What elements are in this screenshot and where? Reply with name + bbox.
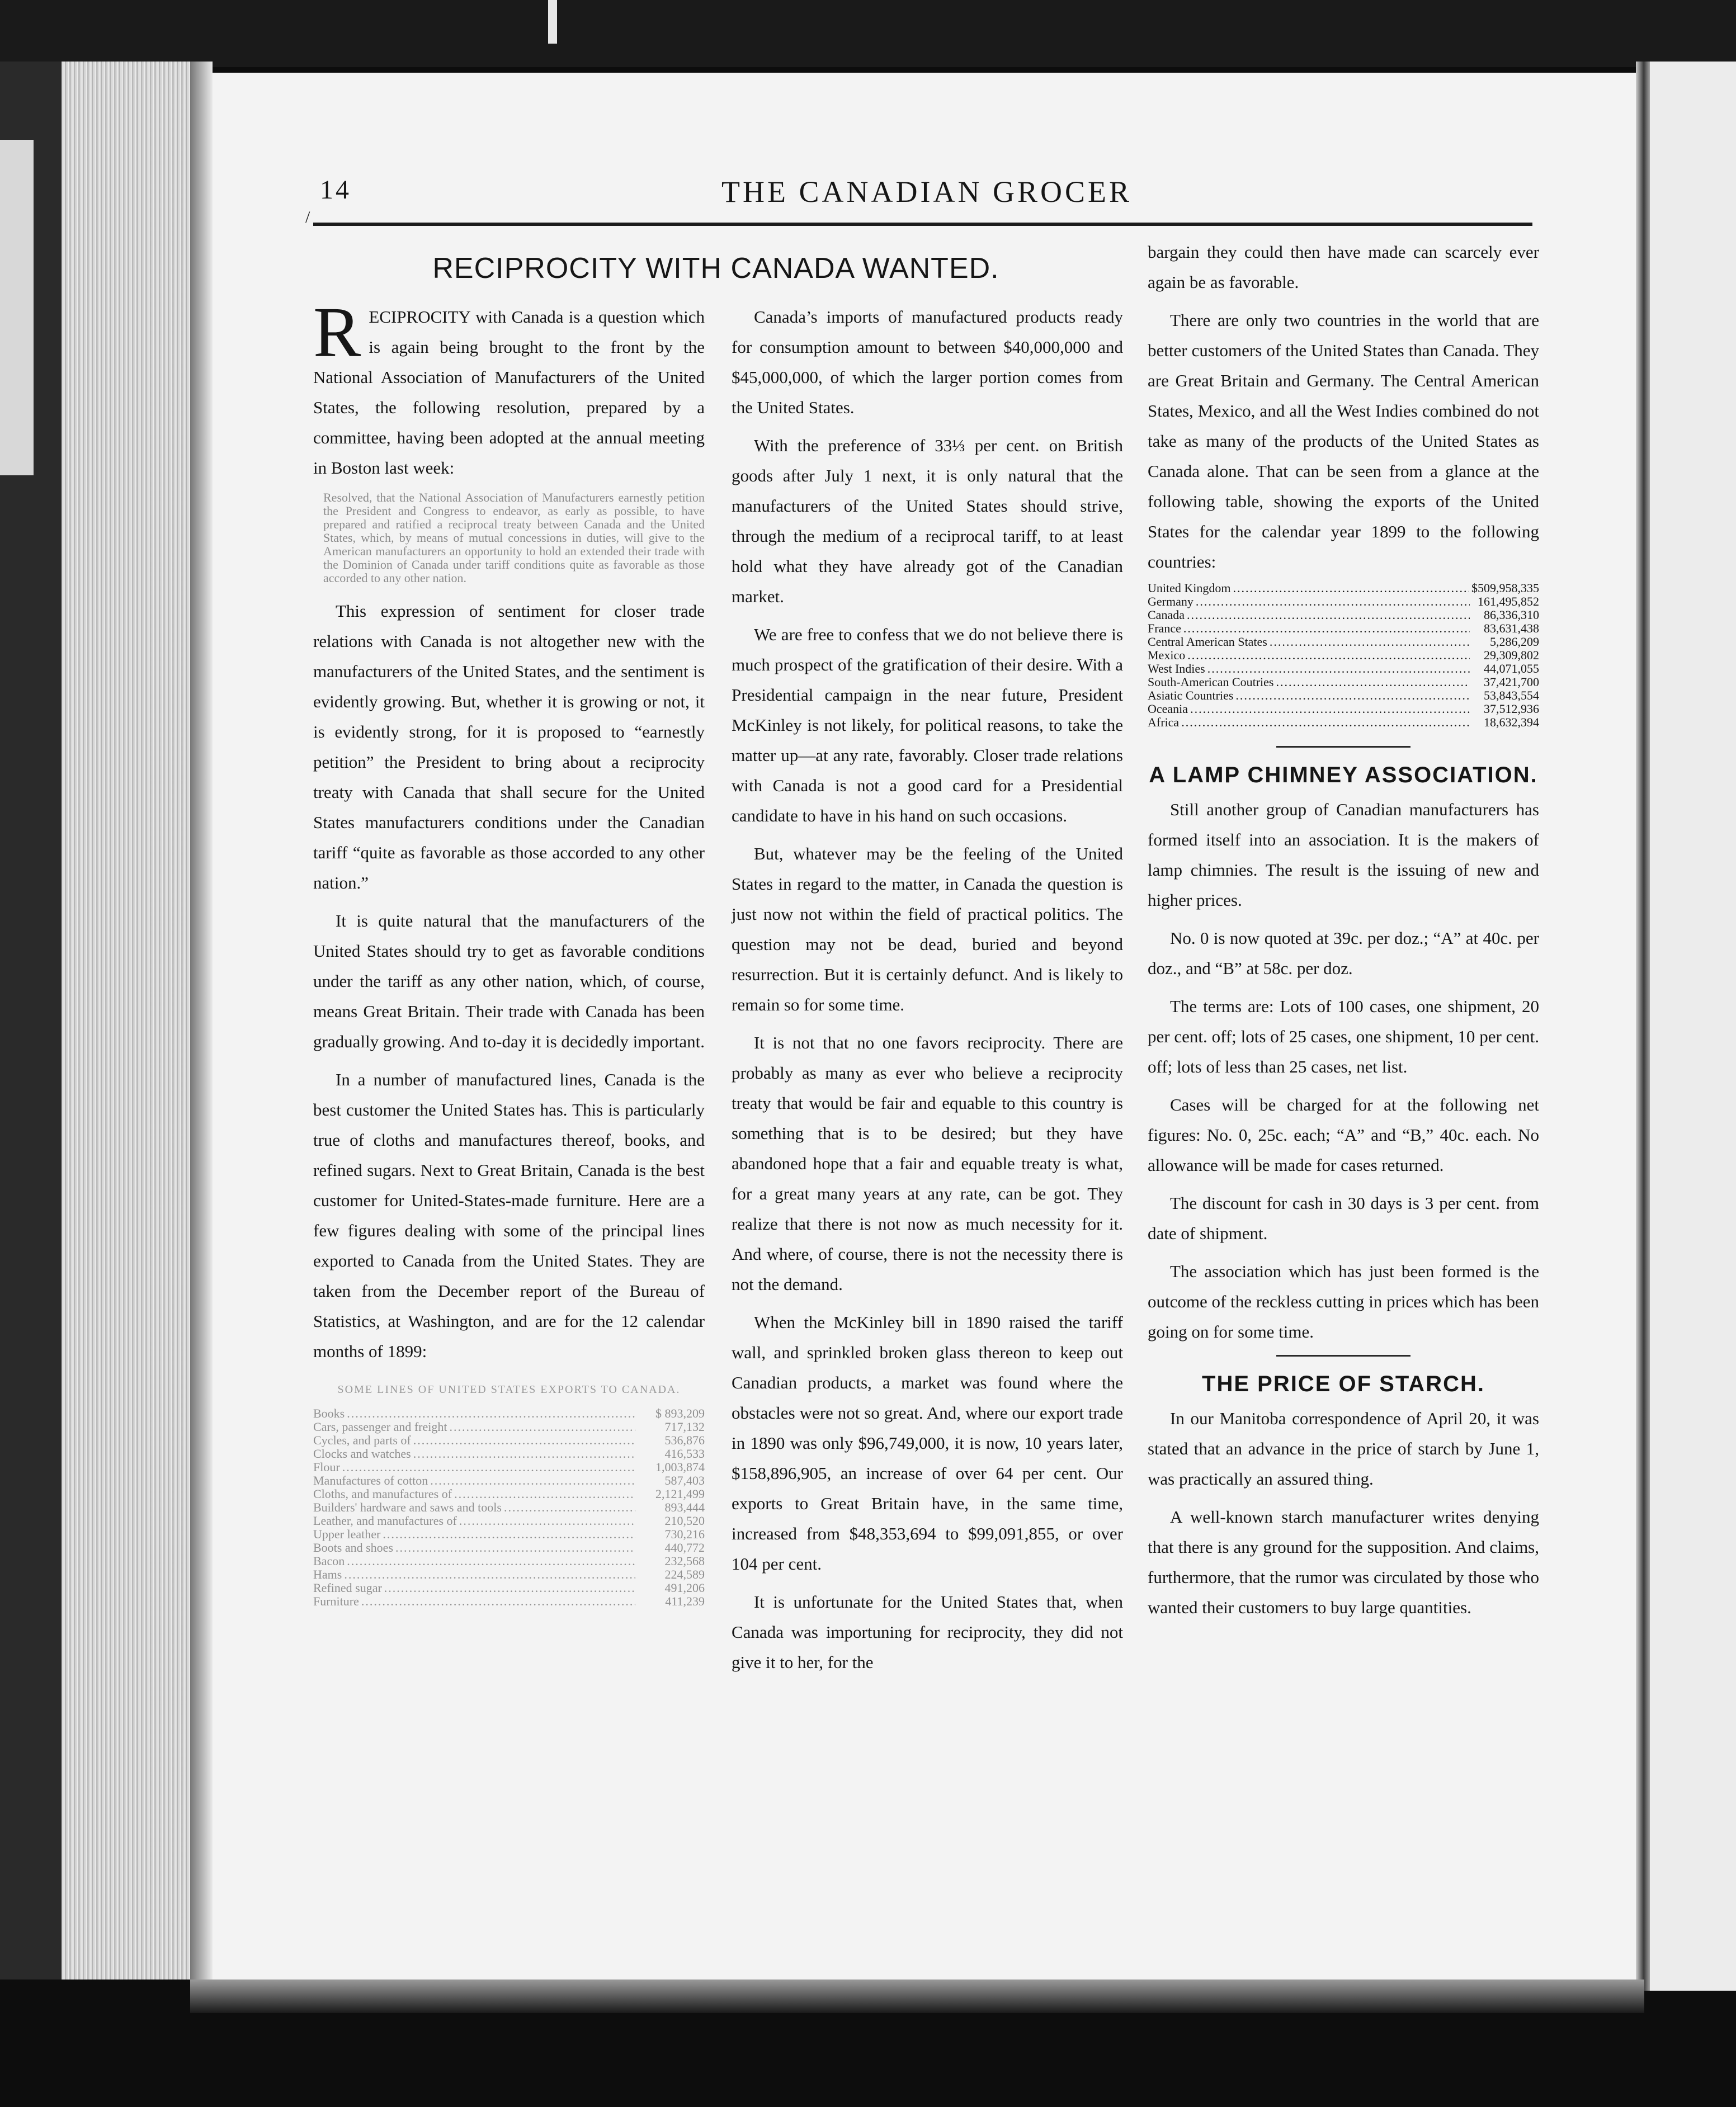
leader-dots	[454, 1487, 635, 1501]
table-value: 37,421,700	[1484, 675, 1539, 689]
table-row	[313, 1461, 705, 1474]
table-value: 83,631,438	[1484, 621, 1539, 635]
table-value: 893,444	[664, 1500, 705, 1514]
leader-dots	[383, 1528, 635, 1541]
table-row	[313, 1581, 705, 1595]
table-row	[313, 1407, 705, 1420]
paragraph: The terms are: Lots of 100 cases, one shipment, 20 per cent. off; lots of 25 cases, one shipment, 10 per cent. off; lots of less than 25 cases, net list.	[1148, 996, 1539, 1076]
table-value: 161,495,852	[1478, 594, 1539, 608]
table-label: Furniture	[313, 1594, 359, 1608]
page-number: 14	[320, 175, 351, 205]
paragraph: No. 0 is now quoted at 39c. per doz.; “A” at 40c. per doz., and “B” at 58c. per doz.	[1148, 928, 1539, 978]
section-rule	[1276, 1355, 1410, 1357]
table-row	[313, 1420, 705, 1434]
margin-mark: /	[305, 208, 310, 226]
table-row	[313, 1434, 705, 1447]
book-edge-tab	[0, 140, 34, 475]
table-value: $509,958,335	[1471, 581, 1539, 595]
table-label: Oceania	[1148, 702, 1188, 716]
leader-dots	[1276, 675, 1470, 689]
table-label: United Kingdom	[1148, 581, 1231, 595]
table-label: Mexico	[1148, 648, 1186, 662]
leader-dots	[1207, 662, 1470, 675]
leader-dots	[1196, 595, 1470, 608]
table-row	[313, 1541, 705, 1555]
leader-dots	[1270, 635, 1470, 649]
table-value: 1,003,874	[655, 1460, 705, 1474]
masthead: THE CANADIAN GROCER	[721, 175, 1132, 209]
headline-starch: THE PRICE OF STARCH.	[1202, 1372, 1485, 1396]
headline-reciprocity: RECIPROCITY WITH CANADA WANTED.	[432, 252, 999, 285]
exports-table	[313, 1407, 705, 1608]
table-row	[313, 1528, 705, 1541]
paragraph: The association which has just been formed is the outcome of the reckless cutting in prices which has been going on for some time.	[1148, 1262, 1539, 1341]
table-value: 210,520	[664, 1514, 705, 1528]
table-value: 18,632,394	[1484, 715, 1539, 729]
table-value: 86,336,310	[1484, 608, 1539, 622]
leader-dots	[395, 1541, 635, 1555]
table-label: Builders' hardware and saws and tools	[313, 1500, 502, 1514]
table-value: 717,132	[664, 1420, 705, 1434]
table-row	[313, 1474, 705, 1487]
table-label: Asiatic Countries	[1148, 688, 1234, 702]
table-row	[1148, 649, 1539, 662]
paragraph: This expression of sentiment for closer trade relations with Canada is not altogether new with the manufacturers of the United States, and the sentiment is evidently growing. But, whether it is growing or not, it is evidently strong, for it is proposed to “earnestly petition” the President to bring about a reciprocity treaty with Canada that shall secure for the United States manufacturers conditions under the Canadian tariff “quite as favorable as those accorded to any other nation.”	[313, 601, 705, 892]
table-value: 536,876	[664, 1433, 705, 1447]
table-label: France	[1148, 621, 1181, 635]
page-bottom-shadow	[190, 1980, 1644, 2013]
table-value: 730,216	[664, 1527, 705, 1541]
resolution-quote: Resolved, that the National Association of Manufacturers earnestly petition the President and Congress to endeavor, as early as possible, to have prepared and ratified a reciprocal treaty between Canada and the United States, which, by means of mutual concessions in duties, will give to the American manufacturers an opportunity to hold an extended their trade with the Dominion of Canada under tariff conditions quite as favorable as those accorded to any other nation.	[323, 490, 705, 585]
table-row	[313, 1595, 705, 1608]
leader-dots	[384, 1581, 635, 1595]
table-row	[313, 1555, 705, 1568]
drop-cap: R	[313, 292, 361, 372]
table-label: Cloths, and manufactures of	[313, 1487, 452, 1501]
table-row	[313, 1487, 705, 1501]
table-label: Africa	[1148, 715, 1180, 729]
table-label: Central American States	[1148, 635, 1267, 649]
table-row	[1148, 635, 1539, 649]
table-label: West Indies	[1148, 662, 1205, 675]
leader-dots	[413, 1447, 635, 1461]
table-row	[313, 1501, 705, 1514]
countries-table	[1148, 582, 1539, 729]
paragraph: But, whatever may be the feeling of the United States in regard to the matter, in Canada the question is just now not within the field of practical politics. The question may not be dead, buried and beyond resurrection. But it is certainly defunct. And is likely to remain so for some time.	[732, 844, 1123, 1014]
table-value: 53,843,554	[1484, 688, 1539, 702]
table-value: 5,286,209	[1490, 635, 1539, 649]
column-3	[1148, 237, 1539, 1631]
paragraph: It is unfortunate for the United States that, when Canada was importuning for reciprocity, they did not give it to her, for the	[732, 1592, 1123, 1672]
leader-dots	[1181, 716, 1470, 729]
table-label: South-American Coutries	[1148, 675, 1274, 689]
header-rule	[313, 223, 1532, 226]
table-value: 416,533	[664, 1447, 705, 1461]
leader-dots	[430, 1474, 635, 1487]
paragraph: It is quite natural that the manufacturers of the United States should try to get as favorable conditions under the tariff as any other nation, which, of course, means Great Britain. Their trade with Canada has been gradually growing. And to-day it is decidedly important.	[313, 911, 705, 1051]
table-row	[1148, 689, 1539, 702]
table-label: Flour	[313, 1460, 340, 1474]
leader-dots	[1233, 582, 1470, 595]
table-row	[1148, 622, 1539, 635]
table-value: 411,239	[665, 1594, 705, 1608]
headline-lamp-chimney: A LAMP CHIMNEY ASSOCIATION.	[1149, 763, 1538, 787]
table-value: 37,512,936	[1484, 702, 1539, 716]
leader-dots	[344, 1568, 635, 1581]
table-label: Canada	[1148, 608, 1185, 622]
table-label: Clocks and watches	[313, 1447, 411, 1461]
paragraph: It is not that no one favors reciprocity. There are probably as many as ever who believe a reciprocity treaty that would be fair and equable to this country is something that is to be desired; but they have abandoned hope that a fair and equable treaty is what, for a great many years at any rate, can be got. They realize that there is not now as much necessity for it. And where, of course, there is not the necessity there is not the demand.	[732, 1033, 1123, 1294]
column-2	[732, 302, 1123, 1685]
paragraph: A well-known starch manufacturer writes denying that there is any ground for the supposition. And claims, furthermore, that the rumor was circulated by those who wanted their customers to buy large quantities.	[1148, 1507, 1539, 1617]
paragraph: When the McKinley bill in 1890 raised the tariff wall, and sprinkled broken glass thereon to keep out Canadian products, a market was found where the obstacles were not so great. And, where our export trade in 1890 was only $96,749,000, it is now, 10 years later, $158,896,905, an increase of over 64 per cent. Our exports to Great Britain have, in the same time, increased from $48,353,694 to $99,091,855, or over 104 per cent.	[732, 1312, 1123, 1574]
leader-dots	[347, 1407, 635, 1420]
table-row	[1148, 702, 1539, 716]
facing-page	[1650, 62, 1736, 1991]
table-row	[313, 1447, 705, 1461]
table-label: Leather, and manufactures of	[313, 1514, 457, 1528]
lead-text: ECIPROCITY with Canada is a question which is again being brought to the front by the National Association of Manufacturers of the United States, the following resolution, prepared by a committee, having been adopted at the annual meeting in Boston last week:	[313, 307, 705, 478]
table-label: Boots and shoes	[313, 1541, 393, 1555]
exports-table-caption: SOME LINES OF UNITED STATES EXPORTS TO CANADA.	[337, 1383, 681, 1396]
paragraph: In a number of manufactured lines, Canada is the best customer the United States has. This is particularly true of cloths and manufactures thereof, books, and refined sugars. Next to Great Britain, Canada is the best customer for United-States-made furniture. Here are a few figures dealing with some of the principal lines exported to Canada from the United States. They are taken from the December report of the Bureau of Statistics, at Washington, and are for the 12 calendar months of 1899:	[313, 1070, 705, 1361]
table-row	[1148, 595, 1539, 608]
page-gap-shadow	[1636, 62, 1652, 1991]
leader-dots	[413, 1434, 635, 1447]
table-label: Manufactures of cotton	[313, 1473, 428, 1487]
paragraph: The discount for cash in 30 days is 3 per cent. from date of shipment.	[1148, 1193, 1539, 1243]
scan-border-top	[0, 0, 1736, 67]
table-value: 232,568	[664, 1554, 705, 1568]
paragraph: Canada’s imports of manufactured products ready for consumption amount to between $40,000,000 and $45,000,000, of which the larger portion comes from the United States.	[732, 307, 1123, 417]
leader-dots	[459, 1514, 635, 1528]
leader-dots	[1187, 608, 1470, 622]
lead-paragraph	[313, 292, 705, 483]
paragraph: With the preference of 33⅓ per cent. on British goods after July 1 next, it is only natural that the manufacturers of the United States should strive, through the medium of a reciprocal tariff, to at least hold what they have already got of the Canadian market.	[732, 436, 1123, 606]
paragraph: We are free to confess that we do not believe there is much prospect of the gratification of their desire. With a Presidential campaign in the near future, President McKinley is not likely, for political reasons, to take the matter up—at any rate, favorably. Closer trade relations with Canada is not a good card for a Presidential candidate to have in his hand on such occasions.	[732, 625, 1123, 825]
paragraph: Still another group of Canadian manufacturers has formed itself into an association. It is the makers of lamp chimnies. The result is the issuing of new and higher prices.	[1148, 800, 1539, 910]
paragraph: bargain they could then have made can scarcely ever again be as favorable.	[1148, 242, 1539, 292]
leader-dots	[1235, 689, 1470, 702]
table-value: 587,403	[664, 1473, 705, 1487]
leader-dots	[504, 1501, 635, 1514]
table-label: Hams	[313, 1567, 342, 1581]
table-row	[1148, 716, 1539, 729]
table-value: 491,206	[664, 1581, 705, 1595]
column-1	[313, 292, 705, 1608]
table-value: 2,121,499	[655, 1487, 705, 1501]
table-row	[1148, 582, 1539, 595]
table-value: 29,309,802	[1484, 648, 1539, 662]
table-label: Cars, passenger and freight	[313, 1420, 447, 1434]
table-value: 440,772	[664, 1541, 705, 1555]
leader-dots	[347, 1555, 635, 1568]
binding-mark	[548, 0, 557, 44]
paragraph: Cases will be charged for at the following net figures: No. 0, 25c. each; “A” and “B,” 40c. each. No allowance will be made for cases returned.	[1148, 1095, 1539, 1175]
table-label: Books	[313, 1406, 345, 1420]
table-value: 44,071,055	[1484, 662, 1539, 675]
table-value: 224,589	[664, 1567, 705, 1581]
leader-dots	[1190, 702, 1470, 716]
leader-dots	[1187, 649, 1470, 662]
table-label: Bacon	[313, 1554, 345, 1568]
paragraph: In our Manitoba correspondence of April 20, it was stated that an advance in the price of starch by June 1, was practically an assured thing.	[1148, 1409, 1539, 1489]
leader-dots	[449, 1420, 635, 1434]
leader-dots	[361, 1595, 635, 1608]
table-row	[313, 1514, 705, 1528]
table-row	[1148, 675, 1539, 689]
table-value: $ 893,209	[655, 1406, 705, 1420]
table-label: Refined sugar	[313, 1581, 382, 1595]
paragraph: There are only two countries in the world that are better customers of the United States than Canada. They are Great Britain and Germany. The Central American States, Mexico, and all the West Indies combined do not take as many of the products of the United States as Canada alone. That can be seen from a glance at the following table, showing the exports of the United States for the calendar year 1899 to the following countries:	[1148, 310, 1539, 571]
section-rule	[1276, 746, 1410, 748]
page-gutter-shadow	[190, 62, 213, 1985]
leader-dots	[1183, 622, 1470, 635]
table-label: Upper leather	[313, 1527, 381, 1541]
table-label: Cycles, and parts of	[313, 1433, 411, 1447]
table-row	[1148, 662, 1539, 675]
table-row	[313, 1568, 705, 1581]
table-row	[1148, 608, 1539, 622]
leader-dots	[342, 1461, 635, 1474]
table-label: Germany	[1148, 594, 1194, 608]
